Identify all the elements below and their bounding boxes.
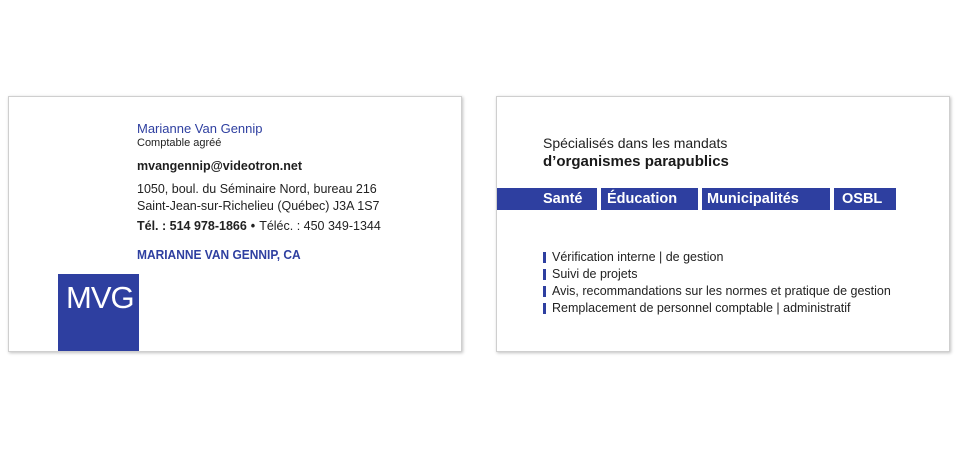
service-label: Vérification interne | de gestion	[552, 250, 724, 264]
address-line-1: 1050, boul. du Séminaire Nord, bureau 216	[137, 182, 377, 196]
fax-number: Téléc. : 450 349-1344	[259, 219, 381, 233]
tagline-line-1: Spécialisés dans les mandats	[543, 135, 728, 151]
phone-number: Tél. : 514 978-1866	[137, 219, 247, 233]
contact-phone-line	[137, 219, 381, 233]
tagline-line-2: d’organismes parapublics	[543, 153, 729, 170]
list-item	[543, 266, 891, 283]
bullet-bar-icon	[543, 269, 546, 280]
person-name: Marianne Van Gennip	[137, 121, 263, 136]
bullet-bar-icon	[543, 286, 546, 297]
person-title: Comptable agréé	[137, 137, 222, 149]
sector-municipalites: Municipalités	[702, 188, 830, 210]
address-line-2: Saint-Jean-sur-Richelieu (Québec) J3A 1S7	[137, 199, 380, 213]
service-label: Avis, recommandations sur les normes et pratique de gestion	[552, 284, 891, 298]
service-label: Suivi de projets	[552, 267, 638, 281]
bullet-bar-icon	[543, 303, 546, 314]
logo-text: MVG	[66, 280, 134, 315]
list-item	[543, 249, 891, 266]
signature-name: MARIANNE VAN GENNIP, CA	[137, 247, 301, 262]
bullet-bar-icon	[543, 252, 546, 263]
sector-osbl: OSBL	[834, 188, 896, 210]
sector-education: Éducation	[601, 188, 698, 210]
sector-bar	[497, 188, 896, 210]
list-item	[543, 300, 891, 317]
email-address: mvangennip@videotron.net	[137, 159, 302, 173]
mvg-logo	[58, 274, 139, 352]
business-card-back	[496, 96, 950, 352]
list-item	[543, 283, 891, 300]
business-card-front	[8, 96, 462, 352]
sector-sante: Santé	[497, 188, 597, 210]
services-list	[543, 249, 891, 317]
separator-dot: •	[250, 219, 256, 233]
service-label: Remplacement de personnel comptable | administratif	[552, 301, 851, 315]
